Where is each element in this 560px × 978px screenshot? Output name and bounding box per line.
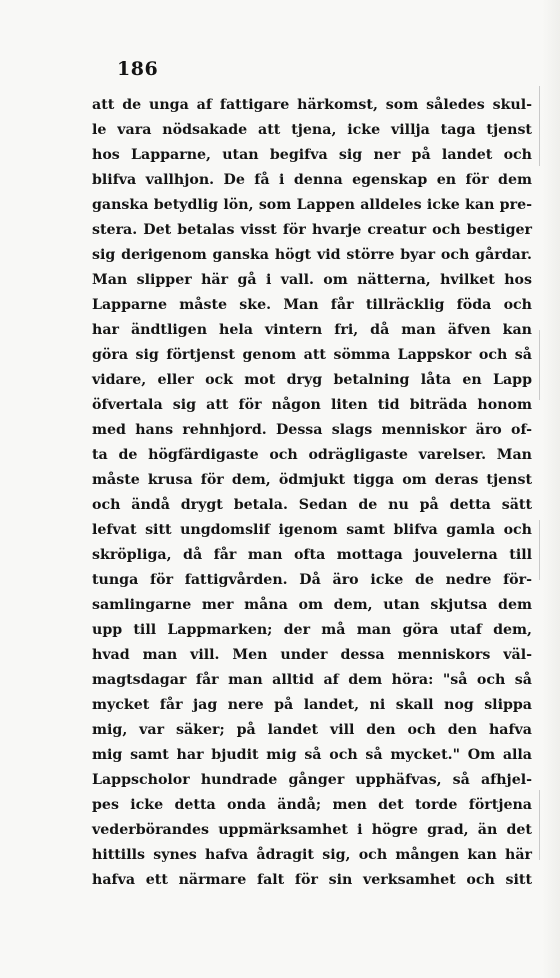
text-line: le vara nödsakade att tjena, icke villja taga tjenst [92,122,532,138]
text-line: mig samt har bjudit mig så och så mycket." Om alla [92,747,532,763]
text-line: skröpliga, då får man ofta mottaga jouvelerna till [92,547,532,563]
text-line: lefvat sitt ungdomslif igenom samt blifva gamla och [92,522,532,538]
text-line: pes icke detta onda ändå; men det torde förtjena [92,797,532,813]
text-line: göra sig förtjenst genom att sömma Lappskor och så [92,347,532,363]
text-line: sig derigenom ganska högt vid större byar och gårdar. [92,247,532,263]
text-line: stera. Det betalas visst för hvarje creatur och bestiger [92,222,532,238]
text-line: samlingarne mer måna om dem, utan skjutsa dem [92,597,532,613]
text-line: hos Lapparne, utan begifva sig ner på landet och [92,147,532,163]
text-line: tunga för fattigvården. Då äro icke de nedre för- [92,572,532,588]
page-number: 186 [117,58,159,80]
text-line: mig, var säker; på landet vill den och den hafva [92,722,532,738]
margin-mark [539,520,540,580]
text-line: Lappscholor hundrade gånger upphäfvas, så afhjel- [92,772,532,788]
text-line: vederbörandes uppmärksamhet i högre grad, än det [92,822,532,838]
body-text [92,93,532,893]
text-line: magtsdagar får man alltid af dem höra: "så och så [92,672,532,688]
text-line: upp till Lappmarken; der må man göra utaf dem, [92,622,532,638]
text-line: Man slipper här gå i vall. om nätterna, hvilket hos [92,272,532,288]
text-line: blifva vallhjon. De få i denna egenskap en för dem [92,172,532,188]
page-edge-shadow [542,0,560,978]
text-line: vidare, eller ock mot dryg betalning låta en Lapp [92,372,532,388]
text-line: hvad man vill. Men under dessa menniskors väl- [92,647,532,663]
text-line: hafva ett närmare falt för sin verksamhet och sitt [92,872,532,888]
margin-mark [539,790,540,860]
text-line: hittills synes hafva ådragit sig, och mången kan här [92,847,532,863]
text-line: ganska betydlig lön, som Lappen alldeles icke kan pre- [92,197,532,213]
text-line: med hans rehnhjord. Dessa slags menniskor äro of- [92,422,532,438]
text-line: och ändå drygt betala. Sedan de nu på detta sätt [92,497,532,513]
text-line: Lapparne måste ske. Man får tillräcklig föda och [92,297,532,313]
text-line: har ändtligen hela vintern fri, då man äfven kan [92,322,532,338]
margin-mark [539,86,540,166]
text-line: öfvertala sig att för någon liten tid biträda honom [92,397,532,413]
text-line: att de unga af fattigare härkomst, som således skul- [92,97,532,113]
text-line: ta de högfärdigaste och odrägligaste varelser. Man [92,447,532,463]
text-line: mycket får jag nere på landet, ni skall nog slippa [92,697,532,713]
text-line: måste krusa för dem, ödmjukt tigga om deras tjenst [92,472,532,488]
margin-mark [539,330,540,400]
